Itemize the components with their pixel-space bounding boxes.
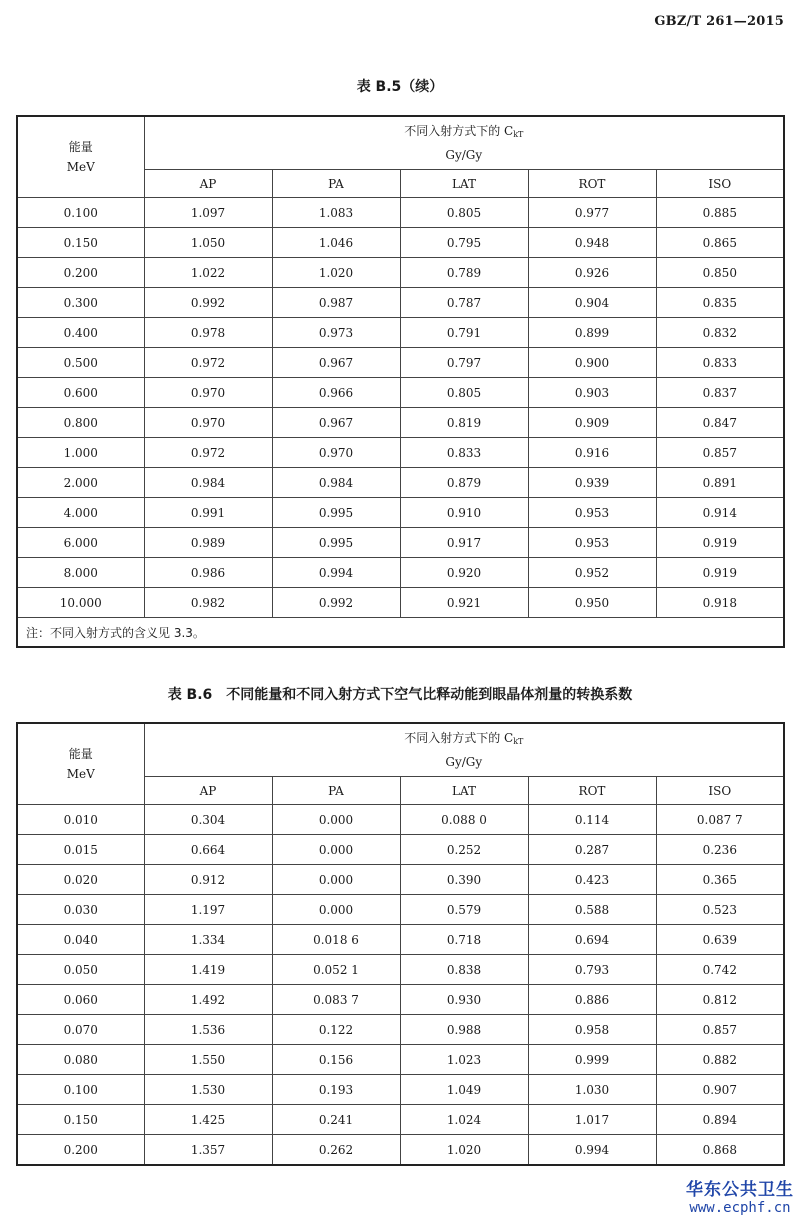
cell-pa: 0.052 1 [272,955,400,985]
cell-lat: 0.805 [400,378,528,408]
table-row [17,348,784,378]
cell-lat: 0.805 [400,198,528,228]
cell-ap: 0.664 [144,835,272,865]
table-row [17,258,784,288]
cell-iso: 0.847 [656,408,784,438]
cell-ap: 0.304 [144,805,272,835]
cell-lat: 1.024 [400,1105,528,1135]
cell-ap: 1.097 [144,198,272,228]
cell-iso: 0.918 [656,588,784,618]
cell-pa: 0.083 7 [272,985,400,1015]
cell-rot: 0.950 [528,588,656,618]
table-row [17,925,784,955]
cell-rot: 0.694 [528,925,656,955]
cell-lat: 1.020 [400,1135,528,1166]
cell-rot: 1.017 [528,1105,656,1135]
cell-pa: 0.970 [272,438,400,468]
cell-ap: 1.022 [144,258,272,288]
cell-rot: 0.952 [528,558,656,588]
cell-iso: 0.914 [656,498,784,528]
cell-energy: 0.100 [17,198,144,228]
cell-pa: 0.000 [272,835,400,865]
cell-pa: 0.994 [272,558,400,588]
table-row [17,528,784,558]
cell-pa: 0.984 [272,468,400,498]
table-row [17,1075,784,1105]
watermark-url: www.ecphf.cn [689,1200,791,1216]
group-label: 不同入射方式下的 $C_{kT}$ [404,124,524,139]
cell-iso: 0.882 [656,1045,784,1075]
cell-energy: 0.400 [17,318,144,348]
cell-iso: 0.837 [656,378,784,408]
cell-pa: 0.262 [272,1135,400,1166]
cell-rot: 0.926 [528,258,656,288]
cell-iso: 0.865 [656,228,784,258]
cell-lat: 0.789 [400,258,528,288]
table-row [17,318,784,348]
table-row [17,468,784,498]
cell-rot: 0.423 [528,865,656,895]
cell-ap: 1.425 [144,1105,272,1135]
table-row [17,955,784,985]
cell-rot: 0.114 [528,805,656,835]
cell-rot: 0.287 [528,835,656,865]
cell-energy: 0.080 [17,1045,144,1075]
cell-pa: 0.241 [272,1105,400,1135]
cell-rot: 0.948 [528,228,656,258]
cell-lat: 0.797 [400,348,528,378]
cell-lat: 0.390 [400,865,528,895]
cell-rot: 0.900 [528,348,656,378]
cell-ap: 0.992 [144,288,272,318]
cell-energy: 10.000 [17,588,144,618]
cell-iso: 0.835 [656,288,784,318]
table-row [17,408,784,438]
cell-iso: 0.919 [656,558,784,588]
cell-pa: 0.000 [272,865,400,895]
table-row [17,805,784,835]
cell-rot: 0.886 [528,985,656,1015]
cell-rot: 0.953 [528,528,656,558]
energy-unit: MeV [66,767,95,781]
cell-pa: 0.973 [272,318,400,348]
cell-pa: 0.966 [272,378,400,408]
cell-pa: 0.987 [272,288,400,318]
cell-iso: 0.919 [656,528,784,558]
cell-lat: 0.718 [400,925,528,955]
cell-ap: 0.978 [144,318,272,348]
cell-iso: 0.832 [656,318,784,348]
table-row [17,198,784,228]
table-row [17,1135,784,1166]
energy-column-header [17,723,144,805]
cell-ap: 0.991 [144,498,272,528]
cell-lat: 0.988 [400,1015,528,1045]
cell-energy: 0.015 [17,835,144,865]
cell-ap: 0.986 [144,558,272,588]
incidence-group-header [144,116,784,170]
cell-iso: 0.891 [656,468,784,498]
table-note: 注：不同入射方式的含义见 3.3。 [17,618,784,648]
cell-rot: 0.588 [528,895,656,925]
group-unit: Gy/Gy [445,148,483,162]
cell-rot: 0.793 [528,955,656,985]
table-row [17,558,784,588]
table-row [17,228,784,258]
cell-energy: 0.050 [17,955,144,985]
table-b5 [16,115,785,648]
cell-pa: 0.992 [272,588,400,618]
cell-energy: 0.300 [17,288,144,318]
column-header-ap: AP [144,170,272,198]
cell-iso: 0.365 [656,865,784,895]
energy-label: 能量 [68,140,93,154]
cell-iso: 0.236 [656,835,784,865]
column-header-rot: ROT [528,777,656,805]
cell-energy: 0.100 [17,1075,144,1105]
cell-rot: 0.909 [528,408,656,438]
cell-ap: 0.912 [144,865,272,895]
table-b6-title: 表 B.6 不同能量和不同入射方式下空气比释动能到眼晶体剂量的转换系数 [167,687,633,703]
cell-pa: 1.020 [272,258,400,288]
table-row [17,288,784,318]
cell-pa: 1.046 [272,228,400,258]
table-row [17,895,784,925]
cell-rot: 1.030 [528,1075,656,1105]
cell-iso: 0.639 [656,925,784,955]
incidence-group-header [144,723,784,777]
cell-iso: 0.523 [656,895,784,925]
cell-ap: 1.536 [144,1015,272,1045]
cell-iso: 0.833 [656,348,784,378]
cell-ap: 1.550 [144,1045,272,1075]
table-row [17,865,784,895]
cell-lat: 1.023 [400,1045,528,1075]
column-header-pa: PA [272,170,400,198]
cell-ap: 1.334 [144,925,272,955]
cell-iso: 0.857 [656,438,784,468]
cell-lat: 1.049 [400,1075,528,1105]
column-header-pa: PA [272,777,400,805]
watermark-name: 华东公共卫生 [686,1180,794,1200]
cell-pa: 0.995 [272,528,400,558]
cell-ap: 0.989 [144,528,272,558]
cell-energy: 0.070 [17,1015,144,1045]
cell-energy: 0.500 [17,348,144,378]
cell-ap: 0.970 [144,378,272,408]
cell-ap: 1.197 [144,895,272,925]
energy-unit: MeV [66,160,95,174]
cell-pa: 0.995 [272,498,400,528]
cell-pa: 0.000 [272,895,400,925]
table-row [17,1045,784,1075]
cell-energy: 0.150 [17,228,144,258]
group-unit: Gy/Gy [445,755,483,769]
cell-lat: 0.921 [400,588,528,618]
cell-pa: 1.083 [272,198,400,228]
cell-rot: 0.994 [528,1135,656,1166]
table-row [17,438,784,468]
cell-energy: 0.030 [17,895,144,925]
cell-pa: 0.018 6 [272,925,400,955]
cell-energy: 0.060 [17,985,144,1015]
cell-pa: 0.967 [272,348,400,378]
cell-lat: 0.088 0 [400,805,528,835]
cell-ap: 0.970 [144,408,272,438]
table-row [17,498,784,528]
table-row [17,378,784,408]
table-b6 [16,722,785,1166]
cell-energy: 0.150 [17,1105,144,1135]
cell-iso: 0.850 [656,258,784,288]
cell-rot: 0.904 [528,288,656,318]
column-header-rot: ROT [528,170,656,198]
cell-lat: 0.920 [400,558,528,588]
column-header-lat: LAT [400,170,528,198]
cell-energy: 6.000 [17,528,144,558]
cell-energy: 0.010 [17,805,144,835]
cell-energy: 0.200 [17,258,144,288]
cell-iso: 0.857 [656,1015,784,1045]
cell-lat: 0.787 [400,288,528,318]
cell-rot: 0.953 [528,498,656,528]
cell-rot: 0.958 [528,1015,656,1045]
cell-energy: 0.040 [17,925,144,955]
table-b5-body [17,198,784,618]
column-header-ap: AP [144,777,272,805]
table-b5-title: 表 B.5（续） [356,79,444,95]
cell-ap: 1.419 [144,955,272,985]
cell-energy: 8.000 [17,558,144,588]
cell-rot: 0.977 [528,198,656,228]
cell-rot: 0.903 [528,378,656,408]
cell-energy: 4.000 [17,498,144,528]
cell-ap: 1.050 [144,228,272,258]
table-row [17,835,784,865]
column-header-iso: ISO [656,170,784,198]
cell-ap: 1.492 [144,985,272,1015]
cell-energy: 0.600 [17,378,144,408]
table-b6-body [17,805,784,1166]
watermark [686,1175,794,1216]
cell-pa: 0.000 [272,805,400,835]
energy-column-header [17,116,144,198]
cell-iso: 0.907 [656,1075,784,1105]
cell-iso: 0.087 7 [656,805,784,835]
energy-label: 能量 [68,747,93,761]
cell-iso: 0.742 [656,955,784,985]
cell-lat: 0.879 [400,468,528,498]
table-row [17,1015,784,1045]
cell-energy: 2.000 [17,468,144,498]
cell-iso: 0.812 [656,985,784,1015]
table-row [17,985,784,1015]
cell-ap: 1.530 [144,1075,272,1105]
group-label: 不同入射方式下的 $C_{kT}$ [404,731,524,746]
cell-iso: 0.894 [656,1105,784,1135]
cell-iso: 0.885 [656,198,784,228]
cell-energy: 0.020 [17,865,144,895]
cell-lat: 0.833 [400,438,528,468]
column-header-iso: ISO [656,777,784,805]
cell-ap: 0.984 [144,468,272,498]
cell-rot: 0.939 [528,468,656,498]
cell-iso: 0.868 [656,1135,784,1166]
cell-lat: 0.791 [400,318,528,348]
cell-lat: 0.252 [400,835,528,865]
cell-energy: 1.000 [17,438,144,468]
cell-rot: 0.999 [528,1045,656,1075]
cell-energy: 0.800 [17,408,144,438]
cell-lat: 0.795 [400,228,528,258]
table-row [17,1105,784,1135]
table-row [17,588,784,618]
cell-pa: 0.122 [272,1015,400,1045]
document-code: GBZ/T 261—2015 [654,14,784,29]
cell-rot: 0.916 [528,438,656,468]
cell-pa: 0.967 [272,408,400,438]
cell-pa: 0.193 [272,1075,400,1105]
cell-energy: 0.200 [17,1135,144,1166]
cell-pa: 0.156 [272,1045,400,1075]
cell-ap: 0.972 [144,438,272,468]
cell-ap: 0.972 [144,348,272,378]
column-header-lat: LAT [400,777,528,805]
cell-lat: 0.838 [400,955,528,985]
cell-ap: 1.357 [144,1135,272,1166]
cell-lat: 0.910 [400,498,528,528]
cell-rot: 0.899 [528,318,656,348]
cell-lat: 0.819 [400,408,528,438]
cell-lat: 0.917 [400,528,528,558]
cell-lat: 0.579 [400,895,528,925]
cell-ap: 0.982 [144,588,272,618]
cell-lat: 0.930 [400,985,528,1015]
